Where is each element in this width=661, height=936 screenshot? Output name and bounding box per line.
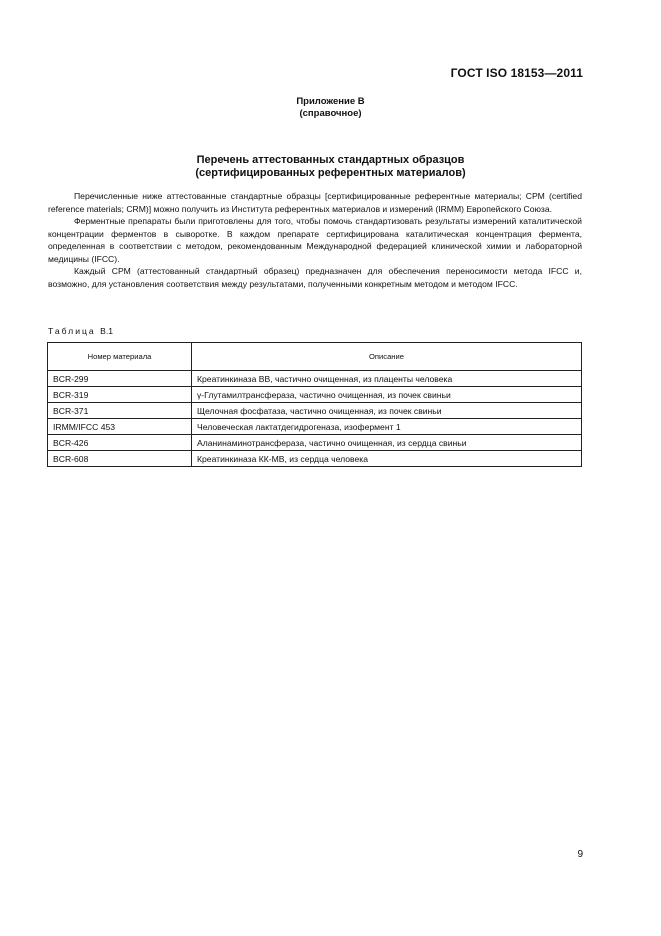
paragraph-3: Каждый СРМ (аттестованный стандартный образец) предназначен для обеспечения переносимости метода IFCC и, возможно, для установления соответствия между результатами, полученными конкретным методом и методом IFCC. — [48, 266, 582, 289]
table-header-row — [48, 343, 582, 371]
cell-description: Человеческая лактатдегидрогеназа, изофермент 1 — [192, 419, 582, 435]
table-row — [48, 419, 582, 435]
header-description: Описание — [192, 343, 582, 371]
table-caption-label: Таблица — [48, 326, 96, 336]
cell-description: Креатинкиназа ВВ, частично очищенная, из плаценты человека — [192, 371, 582, 387]
cell-description: Креатинкиназа КК-МВ, из сердца человека — [192, 451, 582, 467]
table-caption-number: B.1 — [100, 326, 113, 336]
appendix-title: Приложение B — [296, 96, 365, 107]
table-row — [48, 435, 582, 451]
appendix-subtitle: (справочное) — [299, 108, 362, 119]
section-title-line-2: (сертифицированных референтных материалов) — [195, 167, 466, 179]
cell-description: γ-Глутамилтрансфераза, частично очищенная, из почек свиньи — [192, 387, 582, 403]
section-title-line-1: Перечень аттестованных стандартных образцов — [196, 154, 465, 166]
body-text — [48, 190, 582, 290]
table-row — [48, 403, 582, 419]
paragraph-2: Ферментные препараты были приготовлены для того, чтобы помочь стандартизовать результаты измерений каталитической концентрации ферментов в сыворотке. В каждом препарате сертифицирована каталитическая концентрация фермента, определенная в соответствии с методом, рекомендованным Международной федерацией клинической химии и лабораторной медицины (IFCC). — [48, 216, 582, 264]
cell-material-number: IRMM/IFCC 453 — [48, 419, 192, 435]
cell-description: Аланинаминотрансфераза, частично очищенная, из сердца свиньи — [192, 435, 582, 451]
page-number: 9 — [577, 849, 583, 860]
cell-material-number: BCR-299 — [48, 371, 192, 387]
cell-material-number: BCR-371 — [48, 403, 192, 419]
section-title — [0, 154, 661, 180]
cell-material-number: BCR-608 — [48, 451, 192, 467]
cell-material-number: BCR-426 — [48, 435, 192, 451]
table-row — [48, 451, 582, 467]
table-row — [48, 371, 582, 387]
table-caption — [48, 326, 113, 336]
appendix-heading — [0, 96, 661, 120]
materials-table — [47, 342, 582, 467]
paragraph-1: Перечисленные ниже аттестованные стандартные образцы [сертифицированные референтные материалы; СРМ (certified reference materials; CRM)] можно получить из Института референтных материалов и измерений (IRMM) Европейского Союза. — [48, 191, 582, 214]
header-material-number: Номер материала — [48, 343, 192, 371]
cell-material-number: BCR-319 — [48, 387, 192, 403]
cell-description: Щелочная фосфатаза, частично очищенная, из почек свиньи — [192, 403, 582, 419]
table-row — [48, 387, 582, 403]
standard-code: ГОСТ ISO 18153—2011 — [450, 66, 583, 80]
